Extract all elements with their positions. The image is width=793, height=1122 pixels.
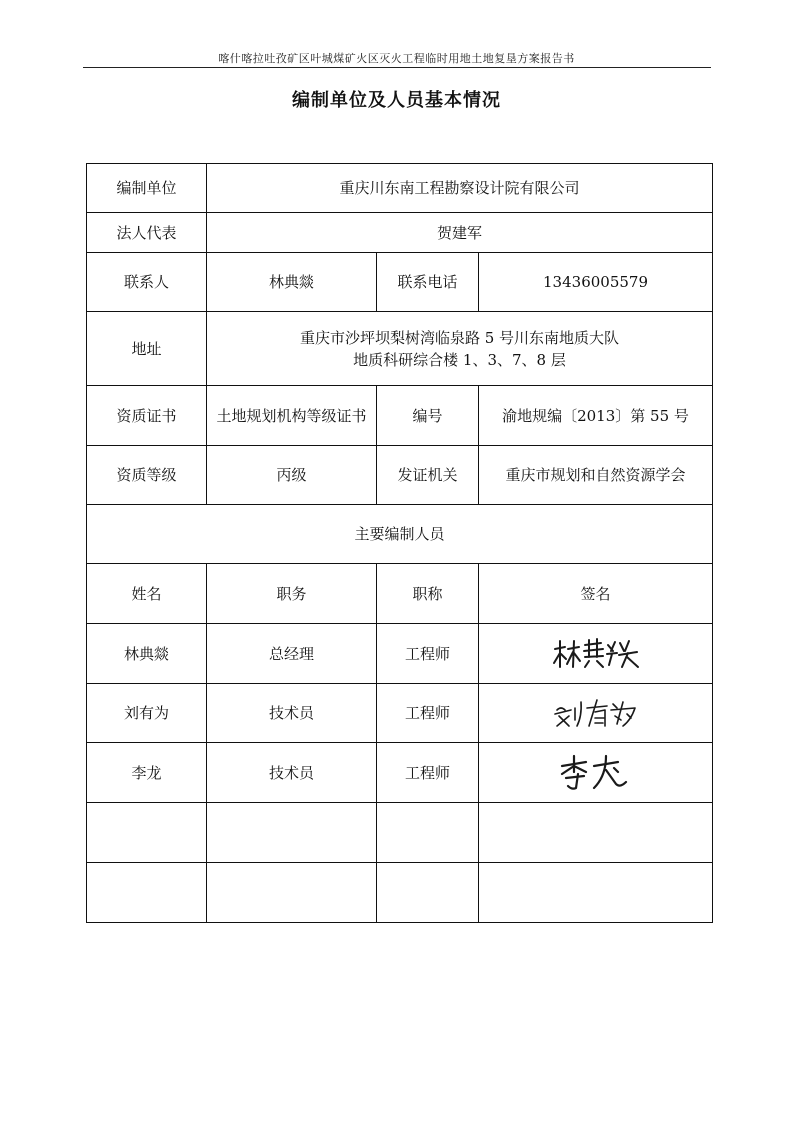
info-table: [86, 163, 713, 923]
phone-value: 13436005579: [479, 253, 713, 312]
staff-position: 技术员: [207, 684, 377, 743]
address-value: [207, 312, 713, 386]
cert-no-label: 编号: [377, 386, 479, 446]
legal-rep-label: 法人代表: [87, 213, 207, 253]
contact-value: 林典燚: [207, 253, 377, 312]
empty-cell: [207, 863, 377, 923]
phone-label: 联系电话: [377, 253, 479, 312]
contact-row: [87, 253, 713, 312]
grade-label: 资质等级: [87, 446, 207, 505]
header-title: 职称: [377, 564, 479, 624]
header-name: 姓名: [87, 564, 207, 624]
cert-row: [87, 386, 713, 446]
unit-row: [87, 164, 713, 213]
page-title: 编制单位及人员基本情况: [292, 90, 501, 111]
staff-header-row: [87, 564, 713, 624]
grade-value: 丙级: [207, 446, 377, 505]
signature-image: [556, 754, 636, 792]
empty-cell: [377, 803, 479, 863]
staff-section-title: 主要编制人员: [87, 505, 713, 564]
unit-value: 重庆川东南工程勘察设计院有限公司: [207, 164, 713, 213]
issuer-label: 发证机关: [377, 446, 479, 505]
header-position: 职务: [207, 564, 377, 624]
cert-label: 资质证书: [87, 386, 207, 446]
address-row: [87, 312, 713, 386]
empty-cell: [87, 863, 207, 923]
signature-image: [551, 696, 641, 730]
contact-label: 联系人: [87, 253, 207, 312]
staff-name: 李龙: [87, 743, 207, 803]
empty-cell: [479, 863, 713, 923]
table-row: [87, 803, 713, 863]
legal-rep-row: [87, 213, 713, 253]
staff-title: 工程师: [377, 624, 479, 684]
staff-name: 刘有为: [87, 684, 207, 743]
staff-position: 技术员: [207, 743, 377, 803]
empty-cell: [207, 803, 377, 863]
address-line-1: 重庆市沙坪坝梨树湾临泉路 5 号川东南地质大队: [299, 328, 620, 347]
staff-title: 工程师: [377, 743, 479, 803]
staff-section-row: [87, 505, 713, 564]
signature-cell: [479, 743, 713, 803]
cert-no-value: 渝地规编〔2013〕第 55 号: [479, 386, 713, 446]
empty-cell: [479, 803, 713, 863]
signature-image: [551, 637, 641, 671]
header-rule: [83, 67, 711, 68]
table-row: [87, 863, 713, 923]
signature-cell: [479, 624, 713, 684]
staff-position: 总经理: [207, 624, 377, 684]
table-row: [87, 743, 713, 803]
signature-cell: [479, 684, 713, 743]
issuer-value: 重庆市规划和自然资源学会: [479, 446, 713, 505]
running-header: 喀什喀拉吐孜矿区叶城煤矿火区灭火工程临时用地土地复垦方案报告书: [218, 52, 575, 65]
staff-name: 林典燚: [87, 624, 207, 684]
grade-row: [87, 446, 713, 505]
empty-cell: [377, 863, 479, 923]
table-row: [87, 684, 713, 743]
unit-label: 编制单位: [87, 164, 207, 213]
empty-cell: [87, 803, 207, 863]
table-row: [87, 624, 713, 684]
legal-rep-value: 贺建军: [207, 213, 713, 253]
header-signature: 签名: [479, 564, 713, 624]
cert-value: 土地规划机构等级证书: [207, 386, 377, 446]
address-label: 地址: [87, 312, 207, 386]
staff-title: 工程师: [377, 684, 479, 743]
address-line-2: 地质科研综合楼 1、3、7、8 层: [353, 350, 566, 369]
